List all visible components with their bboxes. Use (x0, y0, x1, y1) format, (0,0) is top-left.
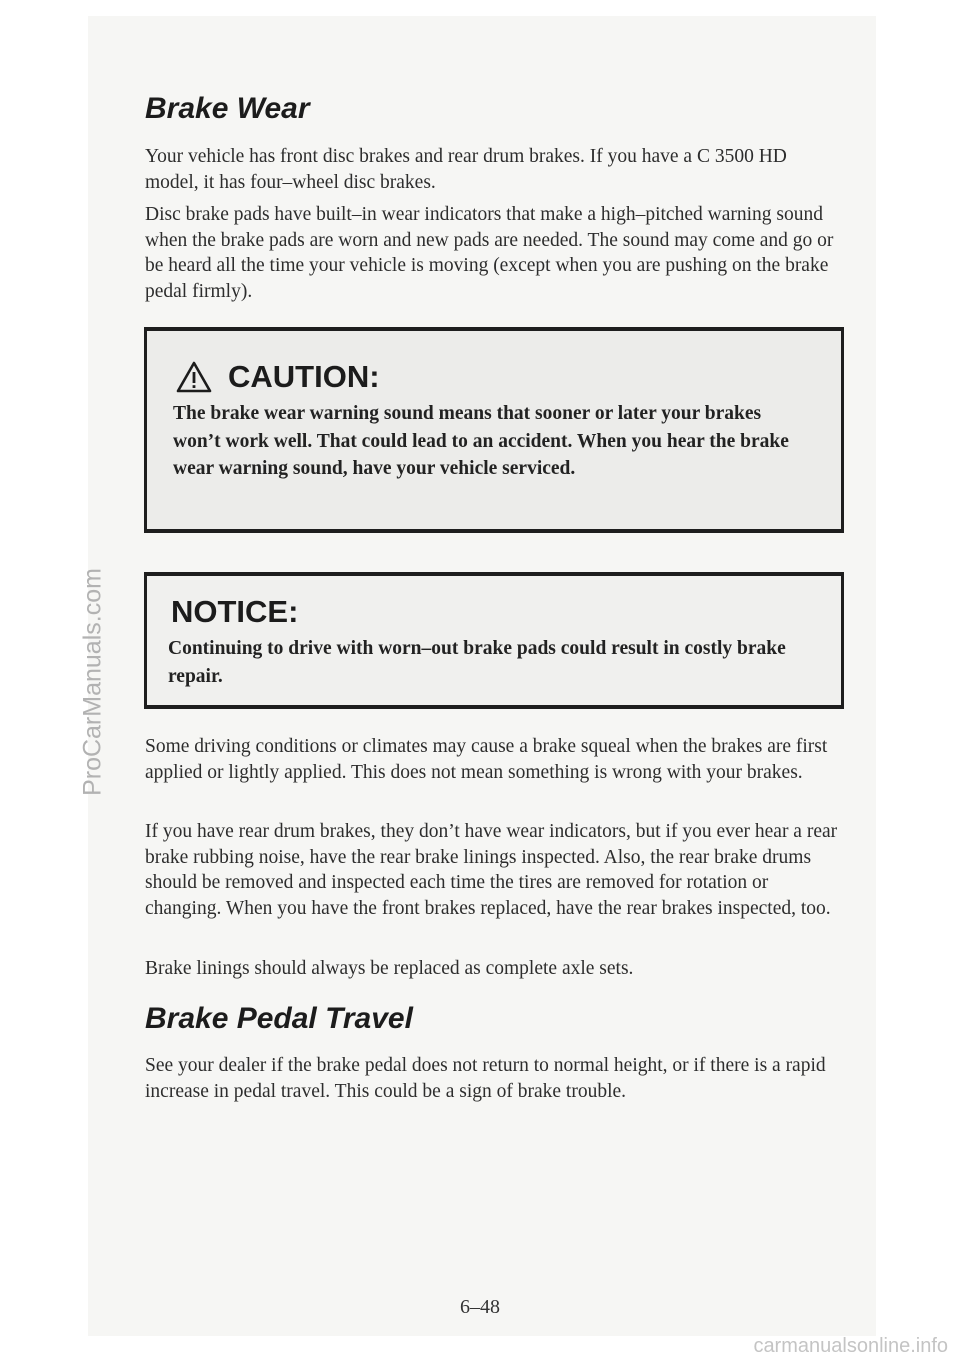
paragraph-wear-indicators: Disc brake pads have built–in wear indicators that make a high–pitched warning sound when the brake pads are worn and new pads are needed. The sound may come and go or be heard all the time your vehicle is moving (except when you are pushing on the brake pedal firmly). (145, 204, 834, 302)
page-number: 6–48 (460, 1296, 500, 1318)
warning-triangle-icon (176, 361, 212, 393)
notice-box (144, 572, 844, 709)
side-watermark-text: ProCarManuals.com (78, 568, 107, 796)
paragraph-rear-drum-brakes: If you have rear drum brakes, they don’t have wear indicators, but if you ever hear a rear brake rubbing noise, have the rear brake linings inspected. Also, the rear brake drums should be removed and inspected each time the tires are removed for rotation or changing. When you have the front brakes replaced, have the rear brakes inspected, too. (145, 821, 838, 919)
notice-title (171, 594, 298, 630)
caution-title (176, 359, 380, 395)
notice-text: Continuing to drive with worn–out brake pads could result in costly brake repair. (168, 638, 786, 687)
section-heading-brake-pedal-travel: Brake Pedal Travel (145, 1002, 413, 1035)
caution-title-label: CAUTION: (228, 359, 380, 394)
section-heading-brake-wear: Brake Wear (145, 92, 310, 125)
caution-box (144, 327, 844, 533)
notice-title-label: NOTICE: (171, 594, 299, 629)
paragraph-brake-types: Your vehicle has front disc brakes and rear drum brakes. If you have a C 3500 HD model, it has four–wheel disc brakes. (145, 146, 787, 193)
caution-text: The brake wear warning sound means that sooner or later your brakes won’t work well. That could lead to an accident. When you hear the brake wear warning sound, have your vehicle serviced. (173, 403, 789, 479)
paragraph-brake-linings: Brake linings should always be replaced as complete axle sets. (145, 958, 634, 979)
paragraph-brake-squeal: Some driving conditions or climates may cause a brake squeal when the brakes are first applied or lightly applied. This does not mean something is wrong with your brakes. (145, 736, 828, 783)
bottom-watermark: carmanualsonline.info (753, 1335, 948, 1357)
paragraph-pedal-travel: See your dealer if the brake pedal does not return to normal height, or if there is a rapid increase in pedal travel. This could be a sign of brake trouble. (145, 1055, 826, 1102)
